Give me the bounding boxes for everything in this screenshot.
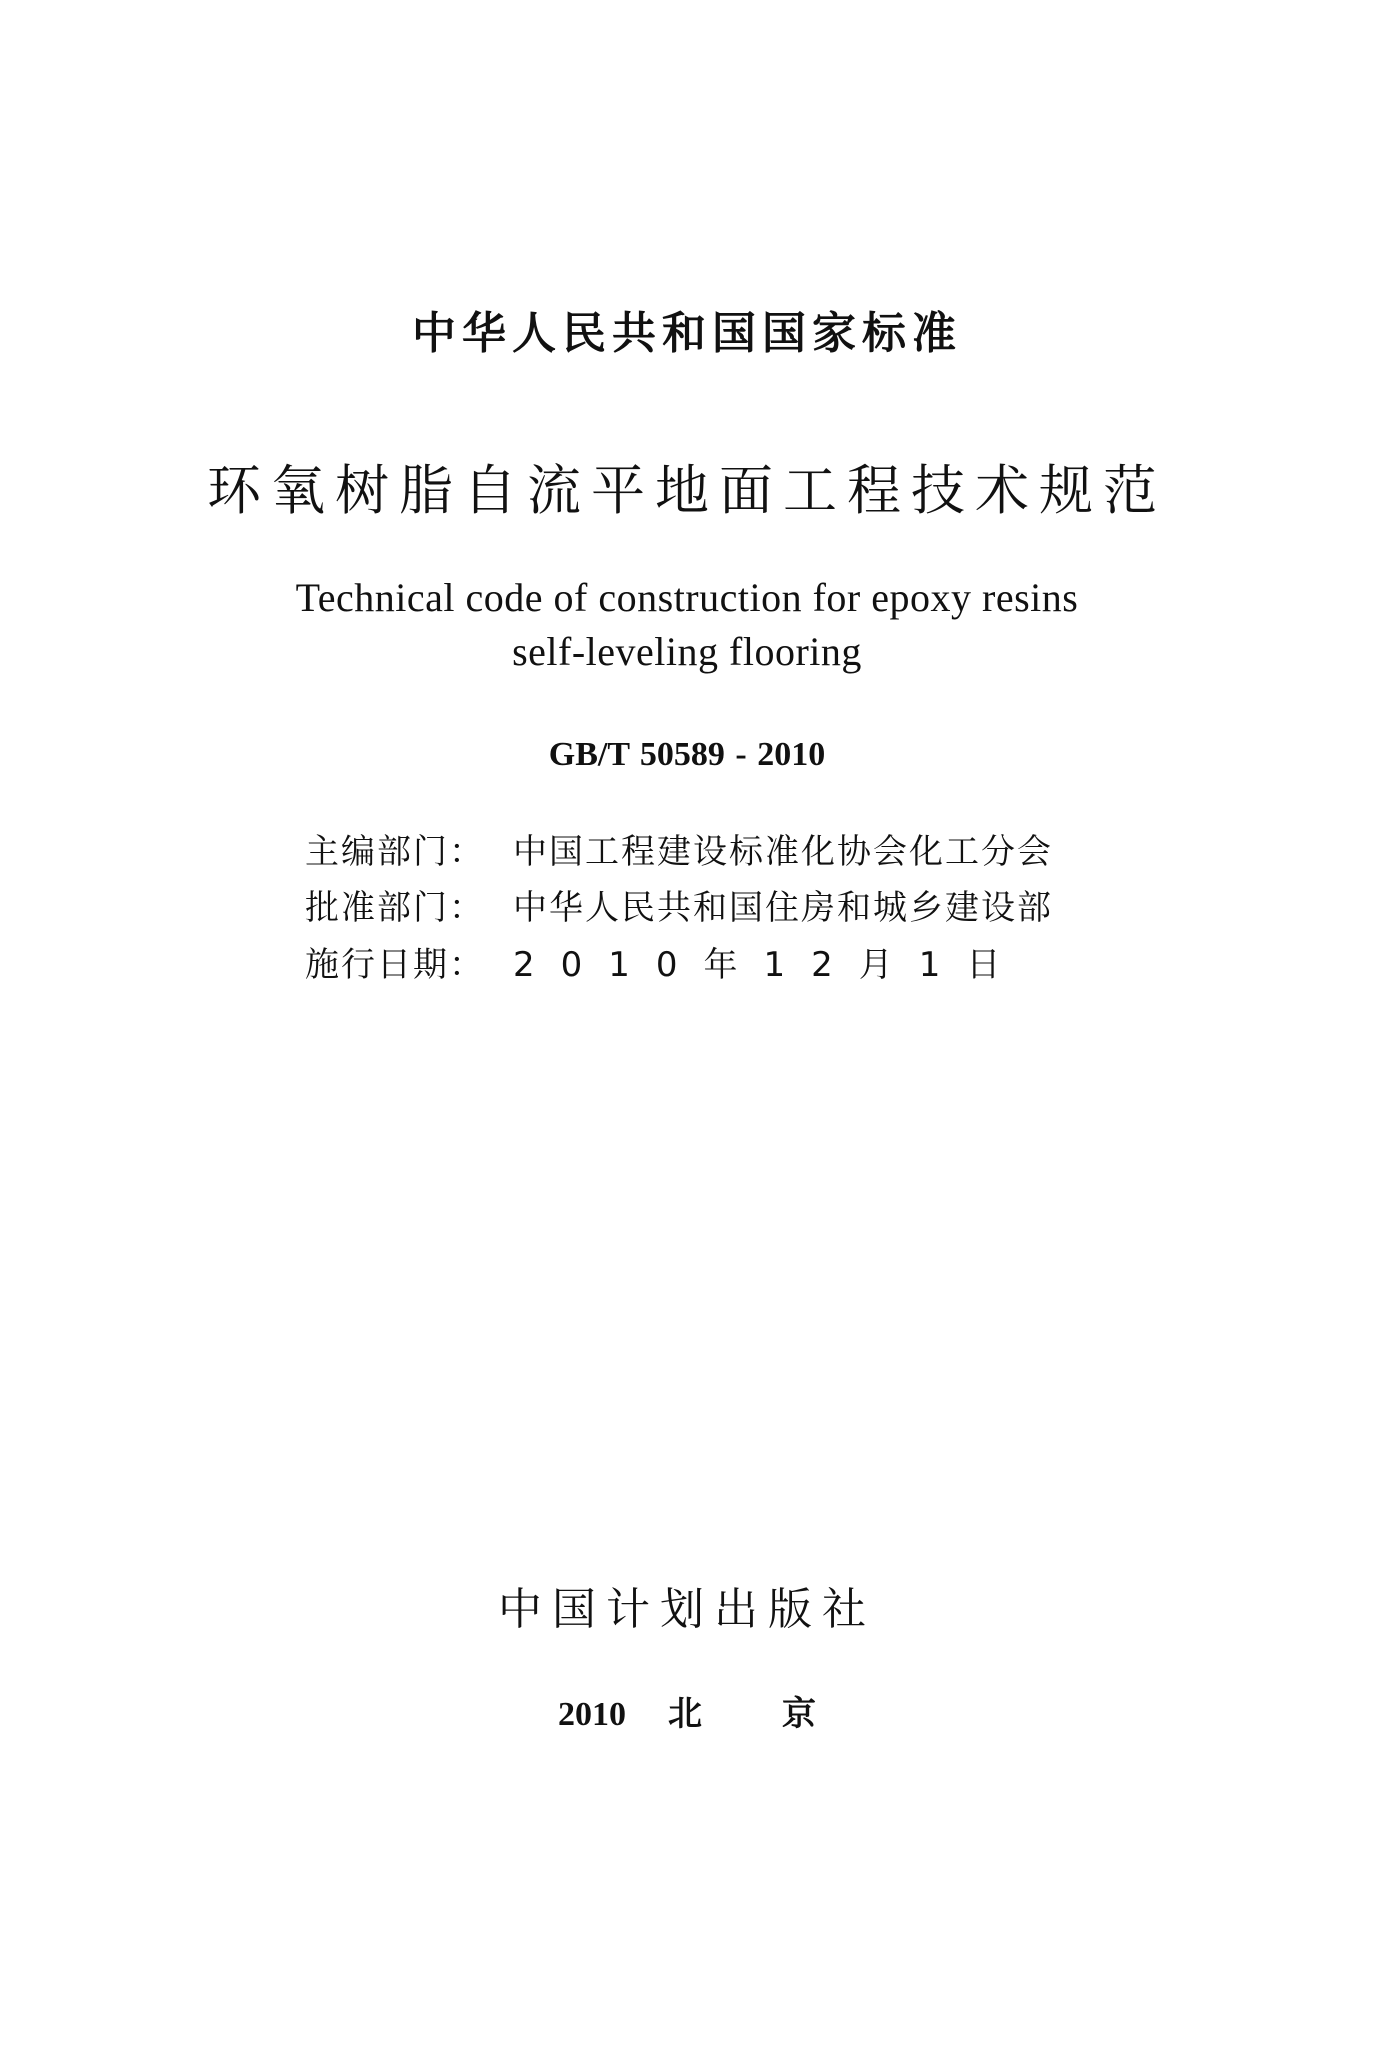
english-title-line-1: Technical code of construction for epoxy resins (295, 575, 1079, 620)
approval-value: 中华人民共和国住房和城乡建设部 (513, 888, 1053, 928)
approval-label: 批准部门： (305, 888, 485, 928)
standard-code: GB/T 50589 - 2010 (548, 736, 826, 773)
chief-editor-row (305, 832, 1065, 872)
publication-year: 2010 (558, 1696, 626, 1733)
city-part-1: 北 (668, 1696, 702, 1733)
effective-date-label: 施行日期： (305, 945, 485, 985)
publisher-name: 中国计划出版社 (498, 1584, 876, 1635)
approval-row (305, 888, 1065, 928)
english-title-line-2: self-leveling flooring (512, 629, 862, 674)
publication-place (0, 1698, 1374, 1732)
effective-date-value: 2010年12月1日 (513, 945, 1027, 985)
chief-editor-value: 中国工程建设标准化协会化工分会 (513, 832, 1053, 872)
chief-editor-label: 主编部门： (305, 832, 485, 872)
effective-date-row (305, 945, 1065, 985)
chinese-title: 环氧树脂自流平地面工程技术规范 (207, 459, 1167, 522)
standard-type-heading: 中华人民共和国国家标准 (412, 308, 962, 359)
city-part-2: 京 (782, 1696, 816, 1733)
